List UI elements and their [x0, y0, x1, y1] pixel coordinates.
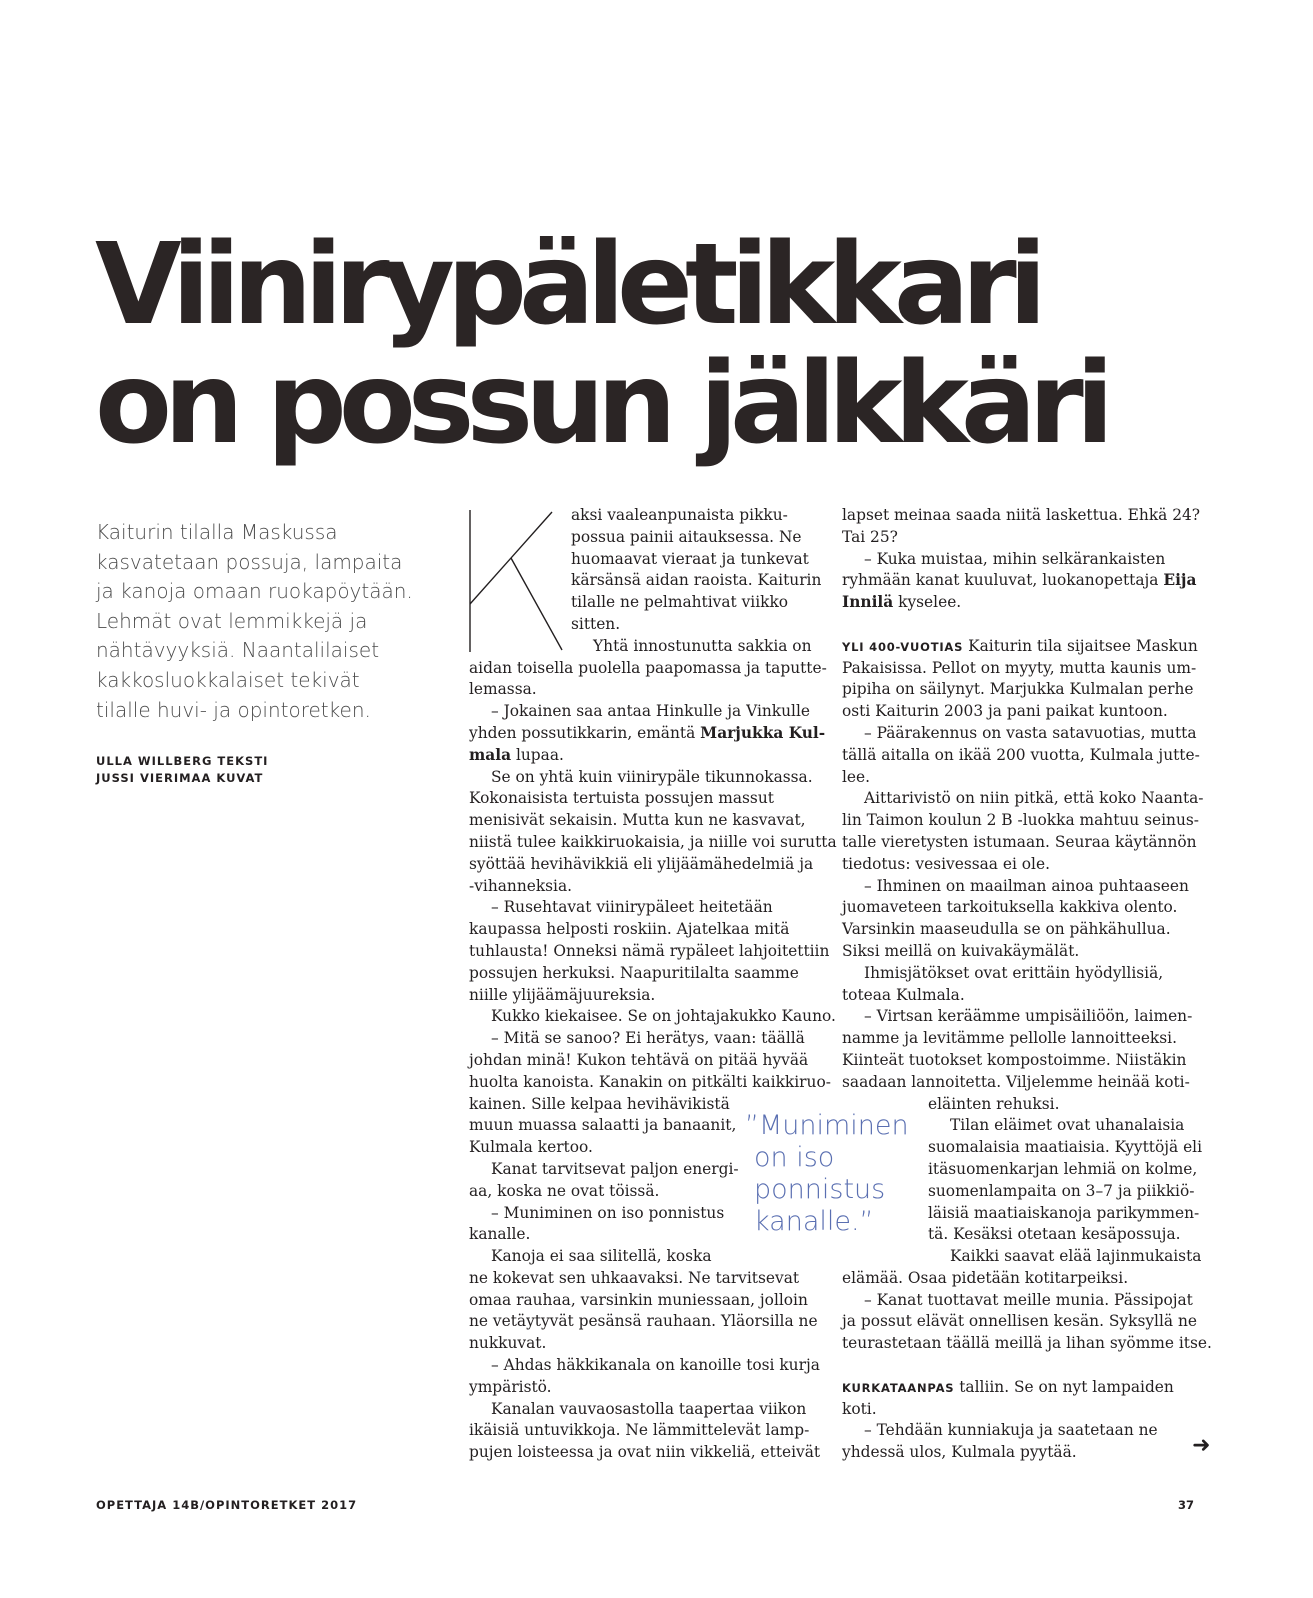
- body-line: saadaan lannoitetta. Viljelemme heinää koti-: [842, 1072, 1190, 1091]
- body-line: huolta kanoista. Kanakin on pitkälti kaikkiruo-: [469, 1072, 831, 1091]
- body-line: – Ihminen on maailman ainoa puhtaaseen: [864, 876, 1189, 895]
- section-lead: YLI 400-VUOTIAS: [842, 639, 964, 654]
- body-line: huomaavat vieraat ja tunkevat: [571, 549, 809, 568]
- body-line: ja possut elävät onnellisen kesän. Syksyllä ne: [842, 1312, 1197, 1331]
- body-line: Se on yhtä kuin viinirypäle tikunnokassa.: [491, 767, 813, 786]
- body-line: Ihmisjätökset ovat erittäin hyödyllisiä,: [864, 963, 1164, 982]
- body-line: juomaveteen tarkoituksella kakkiva olento.: [842, 898, 1178, 917]
- body-line: -vihanneksia.: [469, 876, 573, 895]
- body-line: osti Kaiturin 2003 ja pani paikat kuntoon.: [842, 702, 1168, 721]
- headline-line-2: on possun jälkkäri: [95, 339, 1107, 469]
- body-line: syöttää hevihävikkiä eli ylijäämähedelmiä ja: [469, 854, 814, 873]
- body-line: – Tehdään kunniakuja ja saatetaan ne: [864, 1421, 1158, 1440]
- pull-quote: [745, 1110, 909, 1238]
- body-line: Kulmala kertoo.: [469, 1138, 593, 1157]
- body-line: – Muniminen on iso ponnistus: [491, 1203, 725, 1222]
- body-line: lapset meinaa saada niitä laskettua. Ehkä 24?: [842, 506, 1201, 524]
- ingress-line: Lehmät ovat lemmikkejä ja: [96, 608, 368, 633]
- body-line: aa, koska ne ovat töissä.: [469, 1181, 660, 1200]
- pull-quote-line: kanalle.”: [754, 1206, 874, 1237]
- pull-quote-line: on iso: [754, 1142, 835, 1173]
- body-line: ikäisiä untuvikkoja. Ne lämmittelevät lamp-: [469, 1421, 810, 1440]
- body-line: – Kuka muistaa, mihin selkärankaisten: [864, 549, 1166, 568]
- body-line: namme ja levitämme pellolle lannoitteeksi.: [842, 1029, 1177, 1048]
- body-line: kärsänsä aidan raoista. Kaiturin: [571, 571, 822, 590]
- ingress-line: kasvatetaan possuja, lampaita: [96, 549, 403, 574]
- ingress-line: kakkosluokkalaiset tekivät: [96, 667, 360, 692]
- body-line: suomenlampaita on 3–7 ja piikkiö-: [928, 1181, 1195, 1200]
- body-line: tällä aitalla on ikää 200 vuotta, Kulmala jutte-: [842, 745, 1200, 764]
- person-name: Marjukka Kul-: [700, 723, 826, 742]
- body-line: Kanalan vauvaosastolla taapertaa viikon: [491, 1399, 807, 1418]
- body-line: pujen loisteessa ja ovat niin vikkeliä, etteivät: [469, 1443, 821, 1462]
- body-line: Kanat tarvitsevat paljon energi-: [491, 1159, 739, 1178]
- body-line: yhden possutikkarin, emäntä Marjukka Kul-: [469, 723, 826, 742]
- body-line: Innilä kyselee.: [842, 593, 962, 612]
- pull-quote-line: ”Muniminen: [745, 1110, 909, 1141]
- body-line: toteaa Kulmala.: [842, 985, 965, 1004]
- body-line: – Päärakennus on vasta satavuotias, mutta: [864, 723, 1197, 742]
- ingress-line: Kaiturin tilalla Maskussa: [96, 520, 338, 544]
- body-line: Kaikki saavat elää lajinmukaista: [950, 1247, 1202, 1266]
- body-line: lee.: [842, 767, 871, 786]
- body-line: ne vetäytyvät pesänsä rauhaan. Yläorsilla ne: [469, 1312, 818, 1331]
- body-line: elämää. Osaa pidetään kotitarpeiksi.: [842, 1268, 1129, 1287]
- body-line: Yhtä innostunutta sakkia on: [593, 636, 812, 655]
- person-name: Eija: [1163, 571, 1197, 590]
- body-line: omaa rauhaa, varsinkin muniessaan, jolloin: [469, 1290, 808, 1309]
- body-line: aksi vaaleanpunaista pikku-: [571, 506, 788, 524]
- body-line: kanalle.: [469, 1225, 531, 1244]
- body-line: tilalle ne pelmahtivat viikko: [571, 593, 789, 612]
- body-line: Pakaisissa. Pellot on myyty, mutta kaunis um-: [842, 658, 1197, 677]
- body-line: lemassa.: [469, 680, 537, 699]
- article-ingress: [96, 518, 441, 725]
- body-line: yhdessä ulos, Kulmala pyytää.: [842, 1443, 1077, 1462]
- body-line: Kokonaisista tertuista possujen massut: [469, 789, 774, 808]
- body-line: Kiinteät tuotokset kompostoimme. Niistäkin: [842, 1050, 1187, 1069]
- section-lead: KURKATAANPAS: [842, 1380, 955, 1395]
- body-line: – Rusehtavat viinirypäleet heitetään: [491, 898, 773, 917]
- body-line: – Virtsan keräämme umpisäiliöön, laimen-: [864, 1007, 1193, 1026]
- body-line: ne kokevat sen uhkaavaksi. Ne tarvitsevat: [469, 1268, 800, 1287]
- body-line: – Jokainen saa antaa Hinkulle ja Vinkulle: [491, 702, 810, 721]
- body-line: possua painii aitauksessa. Ne: [571, 527, 802, 546]
- body-line: kaupassa helposti roskiin. Ajatelkaa mitä: [469, 920, 790, 939]
- body-line: muun muassa salaatti ja banaanit,: [469, 1116, 737, 1135]
- body-line: pipiha on säilynyt. Marjukka Kulmalan perhe: [842, 680, 1194, 699]
- body-line: tuhlausta! Onneksi nämä rypäleet lahjoitettiin: [469, 941, 830, 960]
- pull-quote-line: ponnistus: [754, 1174, 886, 1205]
- body-line: niistä tulee kaikkiruokaisia, ja niille voi surutta: [469, 832, 837, 851]
- body-line: mala lupaa.: [469, 745, 564, 764]
- body-line: sitten.: [571, 614, 621, 633]
- body-line: talle vieretysten istumaan. Seuraa käytännön: [842, 832, 1197, 851]
- body-line: teurastetaan täällä meillä ja lihan syömme itse.: [842, 1334, 1212, 1353]
- body-line: tä. Kesäksi otetaan kesäpossuja.: [928, 1225, 1181, 1244]
- body-line: läisiä maatiaiskanoja parikymmen-: [928, 1203, 1200, 1222]
- body-line: ympäristö.: [469, 1377, 552, 1396]
- body-line: – Ahdas häkkikanala on kanoille tosi kurja: [491, 1356, 820, 1375]
- headline-line-1: Viinirypäletikkari: [95, 220, 1040, 350]
- page-number: 37: [1178, 1498, 1195, 1512]
- body-line: itäsuomenkarjan lehmiä on kolme,: [928, 1159, 1198, 1178]
- arrow-right-icon: ➜: [1192, 1433, 1211, 1458]
- body-line: YLI 400-VUOTIAS Kaiturin tila sijaitsee Maskun: [842, 636, 1198, 655]
- body-line: – Mitä se sanoo? Ei herätys, vaan: täällä: [491, 1029, 805, 1048]
- body-line: Kanoja ei saa silitellä, koska: [491, 1247, 712, 1266]
- body-line: tiedotus: vesivessaa ei ole.: [842, 854, 1050, 873]
- body-line: Varsinkin maaseudulla se on pähkähullua.: [842, 920, 1171, 939]
- body-line: Aittarivistö on niin pitkä, että koko Naanta-: [864, 789, 1204, 808]
- body-line: possujen herkuksi. Naapuritilalta saamme: [469, 963, 799, 982]
- body-line: kainen. Sille kelpaa hevihävikistä: [469, 1094, 730, 1113]
- body-line: lin Taimon koulun 2 B -luokka mahtuu seinus-: [842, 811, 1199, 830]
- byline-author: ULLA WILLBERG TEKSTI: [96, 754, 269, 768]
- body-line: menisivät sekaisin. Mutta kun ne kasvavat,: [469, 811, 806, 830]
- body-line: johdan minä! Kukon tehtävä on pitää hyvää: [469, 1050, 809, 1069]
- body-line: Tilan eläimet ovat uhanalaisia: [950, 1116, 1185, 1135]
- article-column-1: [469, 505, 837, 1464]
- article-headline: [95, 220, 1255, 469]
- body-line: Tai 25?: [842, 527, 898, 546]
- body-line: KURKATAANPAS talliin. Se on nyt lampaiden: [842, 1377, 1174, 1396]
- body-line: aidan toisella puolella paapomassa ja taputte-: [469, 658, 827, 677]
- ingress-line: ja kanoja omaan ruokapöytään.: [96, 579, 413, 604]
- byline: [96, 753, 268, 787]
- body-line: ryhmään kanat kuuluvat, luokanopettaja Eija: [842, 571, 1197, 590]
- footer-publication: OPETTAJA 14B/OPINTORETKET 2017: [96, 1498, 358, 1512]
- byline-photographer: JUSSI VIERIMAA KUVAT: [96, 771, 264, 785]
- body-line: suomalaisia maatiaisia. Kyyttöjä eli: [928, 1138, 1203, 1157]
- person-name: Innilä: [842, 593, 894, 612]
- ingress-line: nähtävyyksiä. Naantalilaiset: [96, 638, 380, 663]
- body-line: eläinten rehuksi.: [928, 1094, 1060, 1113]
- body-line: niille ylijäämäjuureksia.: [469, 985, 656, 1004]
- body-line: nukkuvat.: [469, 1334, 547, 1353]
- body-line: Siksi meillä on kuivakäymälät.: [842, 941, 1080, 960]
- body-line: – Kanat tuottavat meille munia. Pässipojat: [864, 1290, 1193, 1309]
- person-name: mala: [469, 745, 512, 764]
- ingress-line: tilalle huvi- ja opintoretken.: [96, 697, 371, 722]
- body-line: koti.: [842, 1399, 877, 1418]
- body-line: Kukko kiekaisee. Se on johtajakukko Kauno.: [491, 1007, 836, 1026]
- article-column-2: [842, 505, 1212, 1464]
